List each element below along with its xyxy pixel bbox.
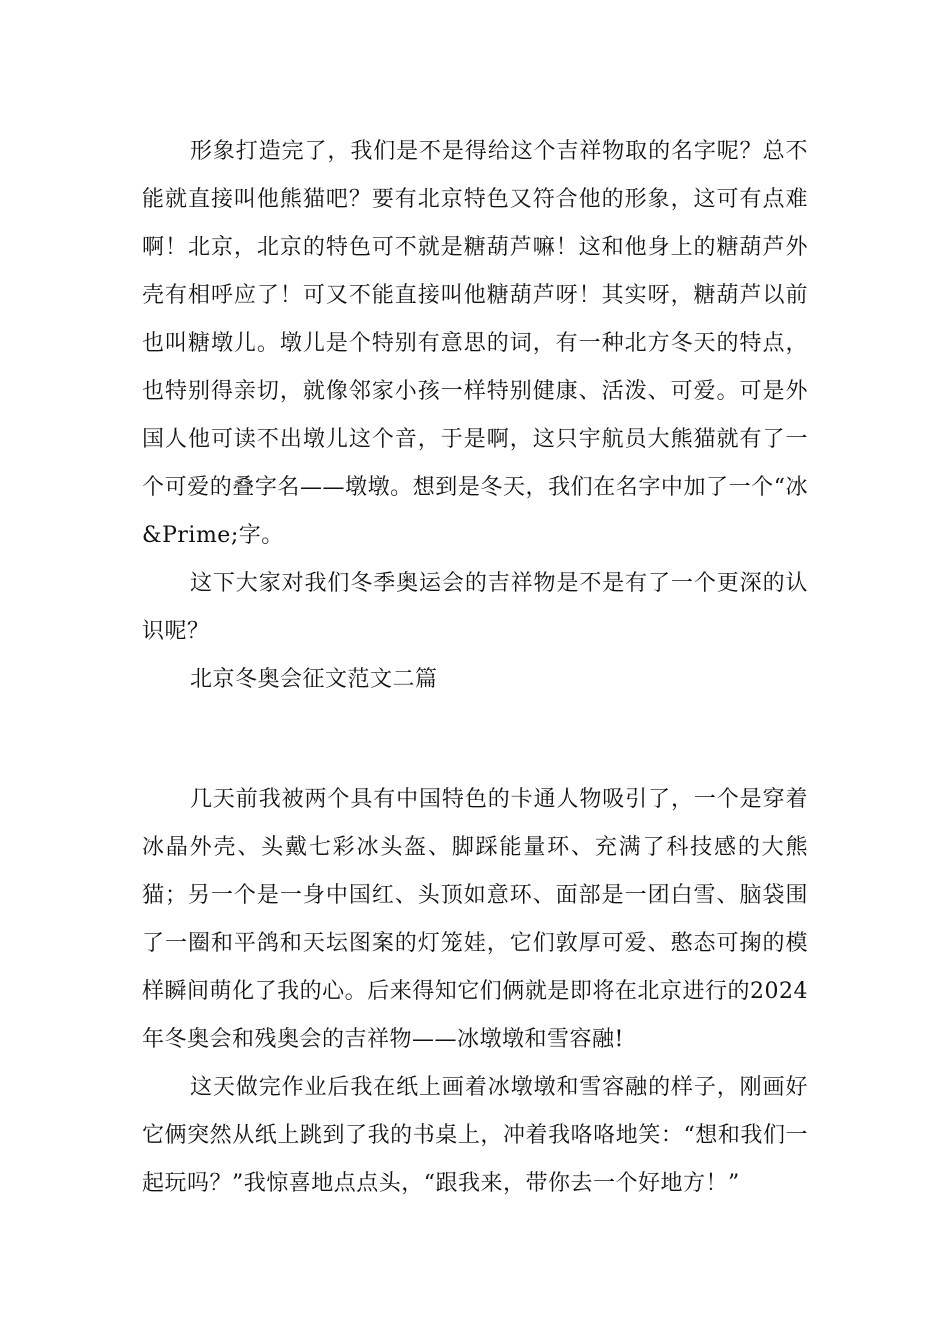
section-2 (142, 776, 808, 1208)
section-1 (142, 128, 808, 704)
paragraph-mascot-naming: 形象打造完了，我们是不是得给这个吉祥物取的名字呢？总不能就直接叫他熊猫吧？要有北京特色又符合他的形象，这可有点难啊！北京，北京的特色可不就是糖葫芦嘛！这和他身上的糖葫芦外壳有相呼应了！可又不能直接叫他糖葫芦呀！其实呀，糖葫芦以前也叫糖墩儿。墩儿是个特别有意思的词，有一种北方冬天的特点，也特别得亲切，就像邻家小孩一样特别健康、活泼、可爱。可是外国人他可读不出墩儿这个音，于是啊，这只宇航员大熊猫就有了一个可爱的叠字名——墩墩。想到是冬天，我们在名字中加了一个“冰&Prime;字。 (142, 139, 808, 548)
essay-heading: 北京冬奥会征文范文二篇 (190, 667, 438, 692)
paragraph-drawing-story: 这天做完作业后我在纸上画着冰墩墩和雪容融的样子，刚画好它俩突然从纸上跳到了我的书桌上，冲着我咯咯地笑：“想和我们一起玩吗？”我惊喜地点点头，“跟我来，带你去一个好地方！” (142, 1075, 808, 1196)
paragraph-mascots-intro: 几天前我被两个具有中国特色的卡通人物吸引了，一个是穿着冰晶外壳、头戴七彩冰头盔、脚踩能量环、充满了科技感的大熊猫；另一个是一身中国红、头顶如意环、面部是一团白雪、脑袋围了一圈和平鸽和天坛图案的灯笼娃，它们敦厚可爱、憨态可掬的模样瞬间萌化了我的心。后来得知它们俩就是即将在北京进行的2024年冬奥会和残奥会的吉祥物——冰墩墩和雪容融! (142, 787, 808, 1052)
paragraph-closing-question: 这下大家对我们冬季奥运会的吉祥物是不是有了一个更深的认识呢？ (142, 571, 808, 644)
